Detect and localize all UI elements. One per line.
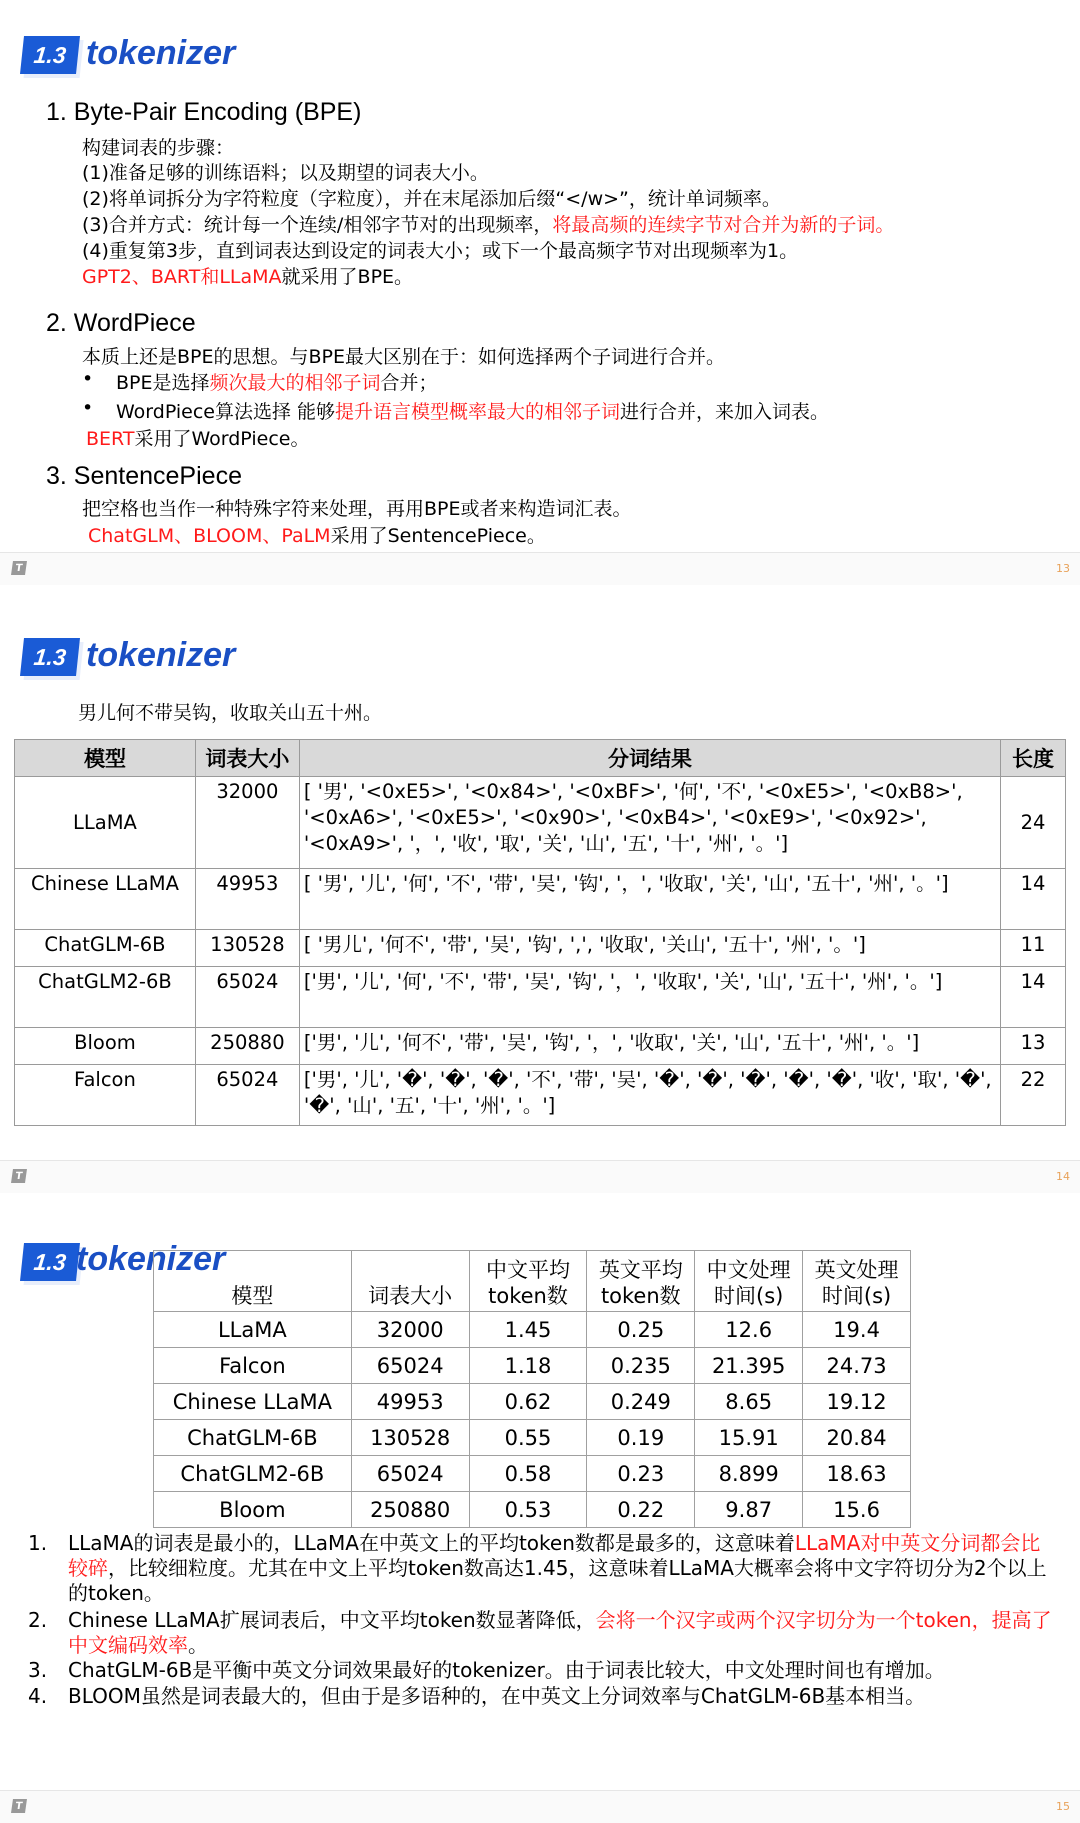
column-header: 中文处理 时间(s) xyxy=(695,1251,803,1312)
bullet-icon: • xyxy=(82,397,94,419)
bpe-models-highlight: GPT2、BART和LLaMA xyxy=(82,266,282,288)
bpe-line: 构建词表的步骤： xyxy=(82,137,235,159)
note-number: 4. xyxy=(28,1684,48,1708)
cell: 24.73 xyxy=(803,1348,911,1384)
note-highlight: LLaMA对中英文分词都会比较碎 xyxy=(68,1531,1041,1580)
wp-highlight: 提升语言模型概率最大的相邻子词 xyxy=(335,401,621,423)
sp-text: 采用了SentencePiece。 xyxy=(330,525,546,547)
note-text xyxy=(68,1531,1056,1606)
slide-footer xyxy=(0,1160,1080,1193)
cell: 0.58 xyxy=(469,1456,587,1492)
cell: 0.249 xyxy=(587,1384,695,1420)
slide-title: tokenizer xyxy=(86,34,236,72)
slide-footer xyxy=(0,1790,1080,1823)
table-row xyxy=(15,967,1066,1028)
vocab-cell: 32000 xyxy=(195,777,299,869)
cell: Chinese LLaMA xyxy=(154,1384,352,1420)
bpe-line: (2)将单词拆分为字符粒度（字粒度），并在末尾添加后缀“</w>”，统计单词频率。 xyxy=(82,188,781,210)
bpe-heading: 1. Byte-Pair Encoding (BPE) xyxy=(46,98,362,126)
cell: 20.84 xyxy=(803,1420,911,1456)
section-badge: 1.3 xyxy=(20,1243,80,1281)
cell: LLaMA xyxy=(154,1312,352,1348)
vocab-cell: 65024 xyxy=(195,967,299,1028)
length-cell: 13 xyxy=(1001,1028,1066,1065)
bpe-line: (4)重复第3步，直到词表达到设定的词表大小；或下一个最高频字节对出现频率为1。 xyxy=(82,240,799,262)
table-row xyxy=(154,1456,911,1492)
note-text xyxy=(68,1608,1056,1658)
cell: 18.63 xyxy=(803,1456,911,1492)
wp-text: BPE是选择 xyxy=(116,372,210,394)
cell: 130528 xyxy=(351,1420,469,1456)
cell: 12.6 xyxy=(695,1312,803,1348)
cell: 8.899 xyxy=(695,1456,803,1492)
cell: 0.25 xyxy=(587,1312,695,1348)
section-badge: 1.3 xyxy=(20,638,80,676)
bpe-highlight: 将最高频的连续字节对合并为新的子词。 xyxy=(552,214,895,236)
wordpiece-heading: 2. WordPiece xyxy=(46,309,196,337)
model-cell: Bloom xyxy=(15,1028,196,1065)
slide-title: tokenizer xyxy=(76,1240,226,1278)
tokens-cell: ['男', '儿', '何不', '带', '吴', '钩', '，', '收取', '关', '山', '五十', '州', '。'] xyxy=(299,1028,1000,1065)
cell: 32000 xyxy=(351,1312,469,1348)
column-header: 模型 xyxy=(154,1251,352,1312)
vocab-cell: 130528 xyxy=(195,930,299,967)
wp-highlight: 频次最大的相邻子词 xyxy=(209,372,381,394)
footer-logo-icon: T xyxy=(11,1799,27,1813)
cell: 65024 xyxy=(351,1348,469,1384)
model-cell: LLaMA xyxy=(15,777,196,869)
bpe-line: (1)准备足够的训练语料；以及期望的词表大小。 xyxy=(82,162,489,184)
bpe-line xyxy=(82,210,894,237)
table-row xyxy=(154,1492,911,1528)
column-header: 模型 xyxy=(15,740,196,777)
note-highlight: 会将一个汉字或两个汉字切分为一个token，提高了中文编码效率 xyxy=(68,1608,1052,1657)
cell: 15.91 xyxy=(695,1420,803,1456)
page-number: 13 xyxy=(1056,562,1070,575)
cell: 1.45 xyxy=(469,1312,587,1348)
cell: 0.53 xyxy=(469,1492,587,1528)
slide-title: tokenizer xyxy=(86,636,236,674)
column-header: 分词结果 xyxy=(299,740,1000,777)
wp-text: 合并； xyxy=(380,372,438,394)
column-header: 词表大小 xyxy=(195,740,299,777)
cell: Bloom xyxy=(154,1492,352,1528)
model-cell: ChatGLM2-6B xyxy=(15,967,196,1028)
cell: 0.62 xyxy=(469,1384,587,1420)
note-part: ，比较细粒度。尤其在中文上平均token数高达1.45，这意味着LLaMA大概率会将中文字符切分为2个以上的token。 xyxy=(68,1556,1047,1605)
length-cell: 14 xyxy=(1001,967,1066,1028)
note-part: LLaMA的词表是最小的，LLaMA在中英文上的平均token数都是最多的，这意味着 xyxy=(68,1531,795,1555)
note-part: 。 xyxy=(188,1633,208,1657)
slide-14 xyxy=(0,585,1080,1193)
model-cell: ChatGLM-6B xyxy=(15,930,196,967)
cell: 19.4 xyxy=(803,1312,911,1348)
wordpiece-line xyxy=(86,424,309,451)
note-text: BLOOM虽然是词表最大的，但由于是多语种的，在中英文上分词效率与ChatGLM-6B基本相当。 xyxy=(68,1684,926,1708)
tokens-cell: [ '男', '儿', '何', '不', '带', '吴', '钩', '，', '收取', '关', '山', '五十', '州', '。'] xyxy=(299,869,1000,930)
model-cell: Falcon xyxy=(15,1065,196,1126)
cell: ChatGLM-6B xyxy=(154,1420,352,1456)
tokens-cell: [ '男', '<0xE5>', '<0x84>', '<0xBF>', '何', '不', '<0xE5>', '<0xB8>', '<0xA6>', '<0xE5>', '<0x90>', '<0xB4>', '<0xE9>', '<0x92>', '<0xA9>', '，', '收', '取', '关', '山', '五', '十', '州', '。'] xyxy=(299,777,1000,869)
length-cell: 24 xyxy=(1001,777,1066,869)
example-sentence: 男儿何不带吴钩，收取关山五十州。 xyxy=(78,702,383,724)
cell: ChatGLM2-6B xyxy=(154,1456,352,1492)
cell: 9.87 xyxy=(695,1492,803,1528)
tokens-cell: [ '男儿', '何不', '带', '吴', '钩', ',', '收取', '关山', '五十', '州', '。'] xyxy=(299,930,1000,967)
cell: 65024 xyxy=(351,1456,469,1492)
vocab-cell: 250880 xyxy=(195,1028,299,1065)
table-header-row xyxy=(15,740,1066,777)
model-cell: Chinese LLaMA xyxy=(15,869,196,930)
length-cell: 22 xyxy=(1001,1065,1066,1126)
efficiency-table xyxy=(153,1250,911,1528)
page-number: 15 xyxy=(1056,1800,1070,1813)
table-row xyxy=(15,1028,1066,1065)
wp-text: 进行合并，来加入词表。 xyxy=(620,401,830,423)
column-header: 长度 xyxy=(1001,740,1066,777)
note-part: Chinese LLaMA扩展词表后，中文平均token数显著降低， xyxy=(68,1608,596,1632)
tokens-cell: ['男', '儿', '�', '�', '�', '不', '带', '吴', '�', '�', '�', '�', '�', '收', '取', '�', '�', '山', '五', '十', '州', '。'] xyxy=(299,1065,1000,1126)
cell: 0.55 xyxy=(469,1420,587,1456)
sentencepiece-line xyxy=(88,521,546,548)
wordpiece-bullet xyxy=(116,368,438,395)
footer-logo-icon: T xyxy=(11,1169,27,1183)
table-row xyxy=(15,1065,1066,1126)
sentencepiece-line: 把空格也当作一种特殊字符来处理，再用BPE或者来构造词汇表。 xyxy=(82,498,632,520)
note-text: ChatGLM-6B是平衡中英文分词效果最好的tokenizer。由于词表比较大，中文处理时间也有增加。 xyxy=(68,1658,945,1682)
table-header-row xyxy=(154,1251,911,1312)
wp-text: 采用了WordPiece。 xyxy=(134,428,310,450)
slide-13 xyxy=(0,0,1080,585)
wordpiece-line: 本质上还是BPE的思想。与BPE最大区别在于：如何选择两个子词进行合并。 xyxy=(82,346,725,368)
tokens-cell: ['男', '儿', '何', '不', '带', '吴', '钩', '，', '收取', '关', '山', '五十', '州', '。'] xyxy=(299,967,1000,1028)
cell: 21.395 xyxy=(695,1348,803,1384)
cell: 0.235 xyxy=(587,1348,695,1384)
column-header: 英文处理 时间(s) xyxy=(803,1251,911,1312)
wp-model-highlight: BERT xyxy=(86,428,135,450)
bpe-line-text: 就采用了BPE。 xyxy=(281,266,414,288)
cell: 1.18 xyxy=(469,1348,587,1384)
note-number: 3. xyxy=(28,1658,48,1682)
table-row xyxy=(15,869,1066,930)
cell: 250880 xyxy=(351,1492,469,1528)
vocab-cell: 49953 xyxy=(195,869,299,930)
cell: 0.19 xyxy=(587,1420,695,1456)
table-row xyxy=(154,1312,911,1348)
vocab-cell: 65024 xyxy=(195,1065,299,1126)
bpe-line-text: (3)合并方式：统计每一个连续/相邻字节对的出现频率， xyxy=(82,214,553,236)
table-row xyxy=(154,1348,911,1384)
note-number: 2. xyxy=(28,1608,48,1632)
wp-text: WordPiece算法选择 能够 xyxy=(116,401,336,423)
column-header: 词表大小 xyxy=(351,1251,469,1312)
wordpiece-bullet xyxy=(116,397,829,424)
table-row xyxy=(154,1384,911,1420)
tokenization-table xyxy=(14,739,1066,1126)
cell: Falcon xyxy=(154,1348,352,1384)
column-header: 英文平均 token数 xyxy=(587,1251,695,1312)
sp-models-highlight: ChatGLM、BLOOM、PaLM xyxy=(88,525,331,547)
note-number: 1. xyxy=(28,1531,48,1555)
column-header: 中文平均 token数 xyxy=(469,1251,587,1312)
page-number: 14 xyxy=(1056,1170,1070,1183)
bpe-line xyxy=(82,262,413,289)
cell: 0.23 xyxy=(587,1456,695,1492)
table-row xyxy=(15,930,1066,967)
length-cell: 11 xyxy=(1001,930,1066,967)
sentencepiece-heading: 3. SentencePiece xyxy=(46,462,242,490)
cell: 8.65 xyxy=(695,1384,803,1420)
cell: 15.6 xyxy=(803,1492,911,1528)
length-cell: 14 xyxy=(1001,869,1066,930)
cell: 0.22 xyxy=(587,1492,695,1528)
section-badge: 1.3 xyxy=(20,36,80,74)
footer-logo-icon: T xyxy=(11,561,27,575)
table-row xyxy=(15,777,1066,869)
slide-footer xyxy=(0,552,1080,585)
cell: 19.12 xyxy=(803,1384,911,1420)
table-row xyxy=(154,1420,911,1456)
bullet-icon: • xyxy=(82,368,94,390)
slide-15 xyxy=(0,1193,1080,1823)
cell: 49953 xyxy=(351,1384,469,1420)
